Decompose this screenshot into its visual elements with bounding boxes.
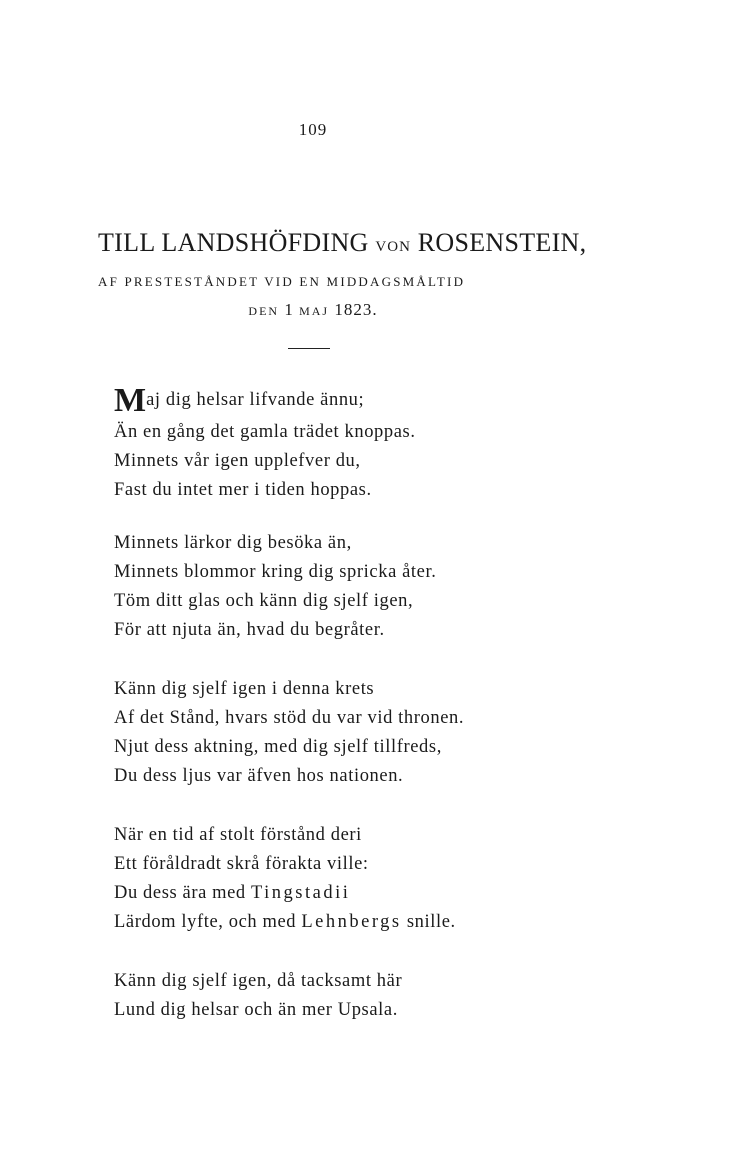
poem-line: Lund dig helsar och än mer Upsala. [114, 1000, 398, 1020]
poem-title [98, 228, 587, 258]
poem-line [114, 382, 554, 418]
date-den: DEN [248, 304, 280, 318]
line-text: snille. [401, 912, 456, 932]
divider-rule [288, 348, 330, 349]
spaced-name: Lehnbergs [301, 912, 402, 932]
poem-line: Njut dess aktning, med dig sjelf tillfreds, [114, 737, 442, 757]
poem-line: Än en gång det gamla trädet knoppas. [114, 422, 416, 442]
stanza-3 [114, 675, 554, 791]
poem-line: Ett föråldradt skrå förakta ville: [114, 854, 369, 874]
poem-line: Minnets lärkor dig besöka än, [114, 533, 352, 553]
line-text: Du dess ära med [114, 883, 252, 903]
poem-line: Minnets vår igen upplefver du, [114, 451, 361, 471]
spaced-name: Tingstadii [251, 883, 351, 903]
title-text-name: ROSENSTEIN, [410, 228, 587, 257]
poem-line: Känn dig sjelf igen, då tacksamt här [114, 971, 403, 991]
poem-line: Fast du intet mer i tiden hoppas. [114, 480, 372, 500]
poem-date [0, 300, 626, 320]
page-number: 109 [298, 120, 328, 139]
stanza-2 [114, 529, 554, 645]
drop-cap: M [114, 382, 147, 419]
poem-line: Töm ditt glas och känn dig sjelf igen, [114, 591, 414, 611]
line-text: Lärdom lyfte, och med [114, 912, 302, 932]
title-text-von: VON [375, 239, 411, 255]
poem-subtitle: AF PRESTESTÅNDET VID EN MIDDAGSMÅLTID [98, 274, 466, 289]
date-day: 1 [279, 300, 300, 319]
stanza-1 [114, 382, 554, 505]
poem-body [114, 382, 554, 1055]
poem-line [114, 879, 554, 908]
poem-line: Känn dig sjelf igen i denna krets [114, 679, 375, 699]
poem-line: Af det Stånd, hvars stöd du var vid thronen. [114, 708, 465, 728]
line-text: aj dig helsar lifvande ännu; [146, 390, 365, 410]
poem-line [114, 908, 554, 937]
poem-line: Minnets blommor kring dig spricka åter. [114, 562, 437, 582]
title-text-main: TILL LANDSHÖFDING [98, 228, 376, 257]
stanza-5 [114, 967, 554, 1025]
poem-line: Du dess ljus var äfven hos nationen. [114, 766, 404, 786]
date-month: MAJ [299, 304, 330, 318]
poem-line: För att njuta än, hvad du begråter. [114, 620, 385, 640]
stanza-4 [114, 821, 554, 937]
poem-line: När en tid af stolt förstånd deri [114, 825, 362, 845]
date-year: 1823. [329, 300, 378, 319]
